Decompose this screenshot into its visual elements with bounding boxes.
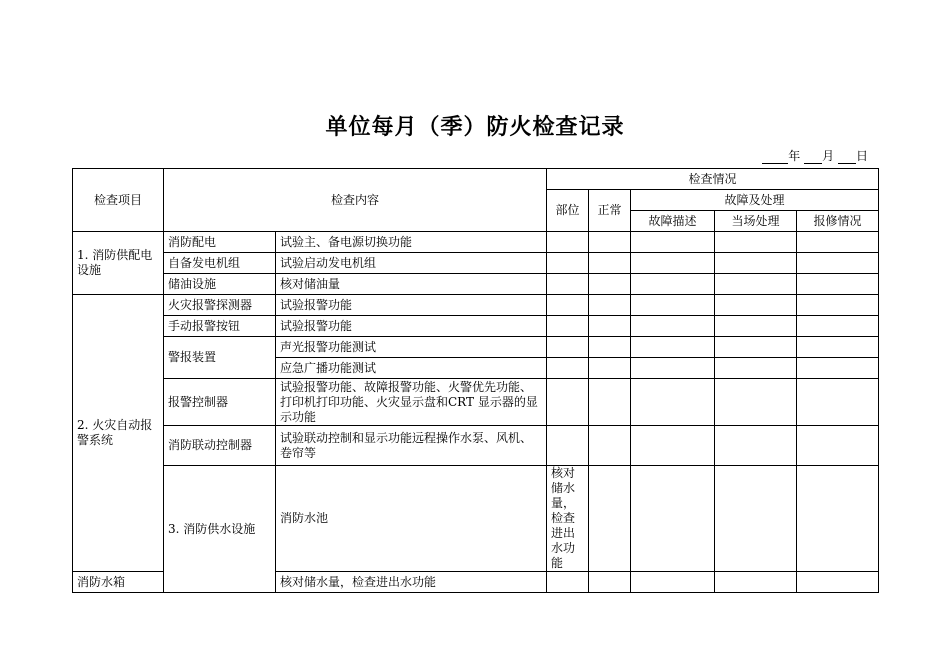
input-cell[interactable] — [547, 572, 589, 593]
input-cell[interactable] — [715, 232, 797, 253]
input-cell[interactable] — [715, 426, 797, 466]
input-cell[interactable] — [715, 274, 797, 295]
day-label: 日 — [855, 149, 868, 163]
sub-item-cell: 自备发电机组 — [164, 253, 276, 274]
input-cell[interactable] — [797, 295, 879, 316]
header-row — [73, 169, 879, 190]
header-situation: 检查情况 — [547, 169, 879, 190]
input-cell[interactable] — [631, 358, 715, 379]
input-cell[interactable] — [631, 232, 715, 253]
category-cell: 3. 消防供水设施 — [164, 466, 276, 593]
year-blank[interactable] — [762, 151, 788, 164]
header-item: 检查项目 — [73, 169, 164, 232]
month-blank[interactable] — [804, 151, 822, 164]
input-cell[interactable] — [715, 253, 797, 274]
input-cell[interactable] — [797, 253, 879, 274]
header-fault-desc: 故障描述 — [631, 211, 715, 232]
inspection-table — [72, 168, 879, 593]
input-cell[interactable] — [547, 379, 589, 426]
input-cell[interactable] — [797, 379, 879, 426]
input-cell[interactable] — [547, 274, 589, 295]
input-cell[interactable] — [547, 358, 589, 379]
table-row — [73, 295, 879, 316]
content-cell: 核对储水量，检查进出水功能 — [547, 466, 589, 572]
content-text: 试验报警功能、故障报警功能、火警优先功能、打印机打印功能、火灾显示盘和CRT 显示器的显示功能 — [280, 379, 538, 424]
input-cell[interactable] — [631, 253, 715, 274]
input-cell[interactable] — [547, 232, 589, 253]
input-cell[interactable] — [589, 426, 631, 466]
table-row — [73, 253, 879, 274]
input-cell[interactable] — [589, 358, 631, 379]
sub-item-cell: 消防联动控制器 — [164, 426, 276, 466]
content-cell: 声光报警功能测试 — [276, 337, 547, 358]
sub-item-cell: 报警控制器 — [164, 379, 276, 426]
input-cell[interactable] — [547, 316, 589, 337]
header-normal: 正常 — [589, 190, 631, 232]
input-cell[interactable] — [631, 295, 715, 316]
table-row — [73, 337, 879, 358]
content-cell: 核对储水量，检查进出水功能 — [276, 572, 547, 593]
day-blank[interactable] — [838, 151, 856, 164]
input-cell[interactable] — [589, 274, 631, 295]
input-cell[interactable] — [715, 572, 797, 593]
content-cell: 应急广播功能测试 — [276, 358, 547, 379]
input-cell[interactable] — [797, 358, 879, 379]
input-cell[interactable] — [715, 337, 797, 358]
header-onsite: 当场处理 — [715, 211, 797, 232]
input-cell[interactable] — [631, 379, 715, 426]
input-cell[interactable] — [589, 572, 631, 593]
table-row — [73, 232, 879, 253]
input-cell[interactable] — [631, 466, 715, 572]
input-cell[interactable] — [797, 316, 879, 337]
header-repair: 报修情况 — [797, 211, 879, 232]
input-cell[interactable] — [715, 358, 797, 379]
sub-item-cell: 储油设施 — [164, 274, 276, 295]
sub-item-cell: 手动报警按钮 — [164, 316, 276, 337]
input-cell[interactable] — [547, 295, 589, 316]
input-cell[interactable] — [547, 426, 589, 466]
table-row — [73, 379, 879, 426]
input-cell[interactable] — [631, 426, 715, 466]
sub-item-cell: 警报装置 — [164, 337, 276, 379]
input-cell[interactable] — [797, 274, 879, 295]
input-cell[interactable] — [797, 337, 879, 358]
input-cell[interactable] — [547, 253, 589, 274]
table-row — [73, 274, 879, 295]
table-row — [73, 316, 879, 337]
sub-item-cell: 消防水池 — [276, 466, 547, 572]
input-cell[interactable] — [715, 316, 797, 337]
table-row — [73, 466, 879, 572]
table-row — [73, 426, 879, 466]
month-label: 月 — [822, 149, 835, 163]
content-cell: 试验报警功能 — [276, 295, 547, 316]
input-cell[interactable] — [797, 426, 879, 466]
input-cell[interactable] — [797, 232, 879, 253]
input-cell[interactable] — [589, 295, 631, 316]
date-line — [762, 147, 868, 164]
input-cell[interactable] — [589, 337, 631, 358]
input-cell[interactable] — [589, 379, 631, 426]
content-cell: 试验主、备电源切换功能 — [276, 232, 547, 253]
content-cell: 试验报警功能 — [276, 316, 547, 337]
input-cell[interactable] — [589, 316, 631, 337]
input-cell[interactable] — [715, 466, 797, 572]
category-cell: 2. 火灾自动报警系统 — [73, 295, 164, 572]
input-cell[interactable] — [631, 316, 715, 337]
content-cell: 试验启动发电机组 — [276, 253, 547, 274]
input-cell[interactable] — [797, 466, 879, 572]
input-cell[interactable] — [589, 232, 631, 253]
input-cell[interactable] — [631, 337, 715, 358]
input-cell[interactable] — [715, 379, 797, 426]
input-cell[interactable] — [589, 253, 631, 274]
category-cell: 1. 消防供配电设施 — [73, 232, 164, 295]
sub-item-cell: 消防配电 — [164, 232, 276, 253]
content-cell: 试验联动控制和显示功能远程操作水泵、风机、卷帘等 — [276, 426, 547, 466]
content-cell — [276, 379, 547, 426]
sub-item-cell: 火灾报警探测器 — [164, 295, 276, 316]
input-cell[interactable] — [589, 466, 631, 572]
input-cell[interactable] — [631, 572, 715, 593]
input-cell[interactable] — [797, 572, 879, 593]
content-cell: 核对储油量 — [276, 274, 547, 295]
input-cell[interactable] — [631, 274, 715, 295]
input-cell[interactable] — [715, 295, 797, 316]
header-fault: 故障及处理 — [631, 190, 879, 211]
header-content: 检查内容 — [164, 169, 547, 232]
input-cell[interactable] — [547, 337, 589, 358]
sub-item-cell: 消防水箱 — [73, 572, 164, 593]
year-label: 年 — [788, 149, 801, 163]
header-dept: 部位 — [547, 190, 589, 232]
page-title: 单位每月（季）防火检查记录 — [325, 115, 625, 140]
